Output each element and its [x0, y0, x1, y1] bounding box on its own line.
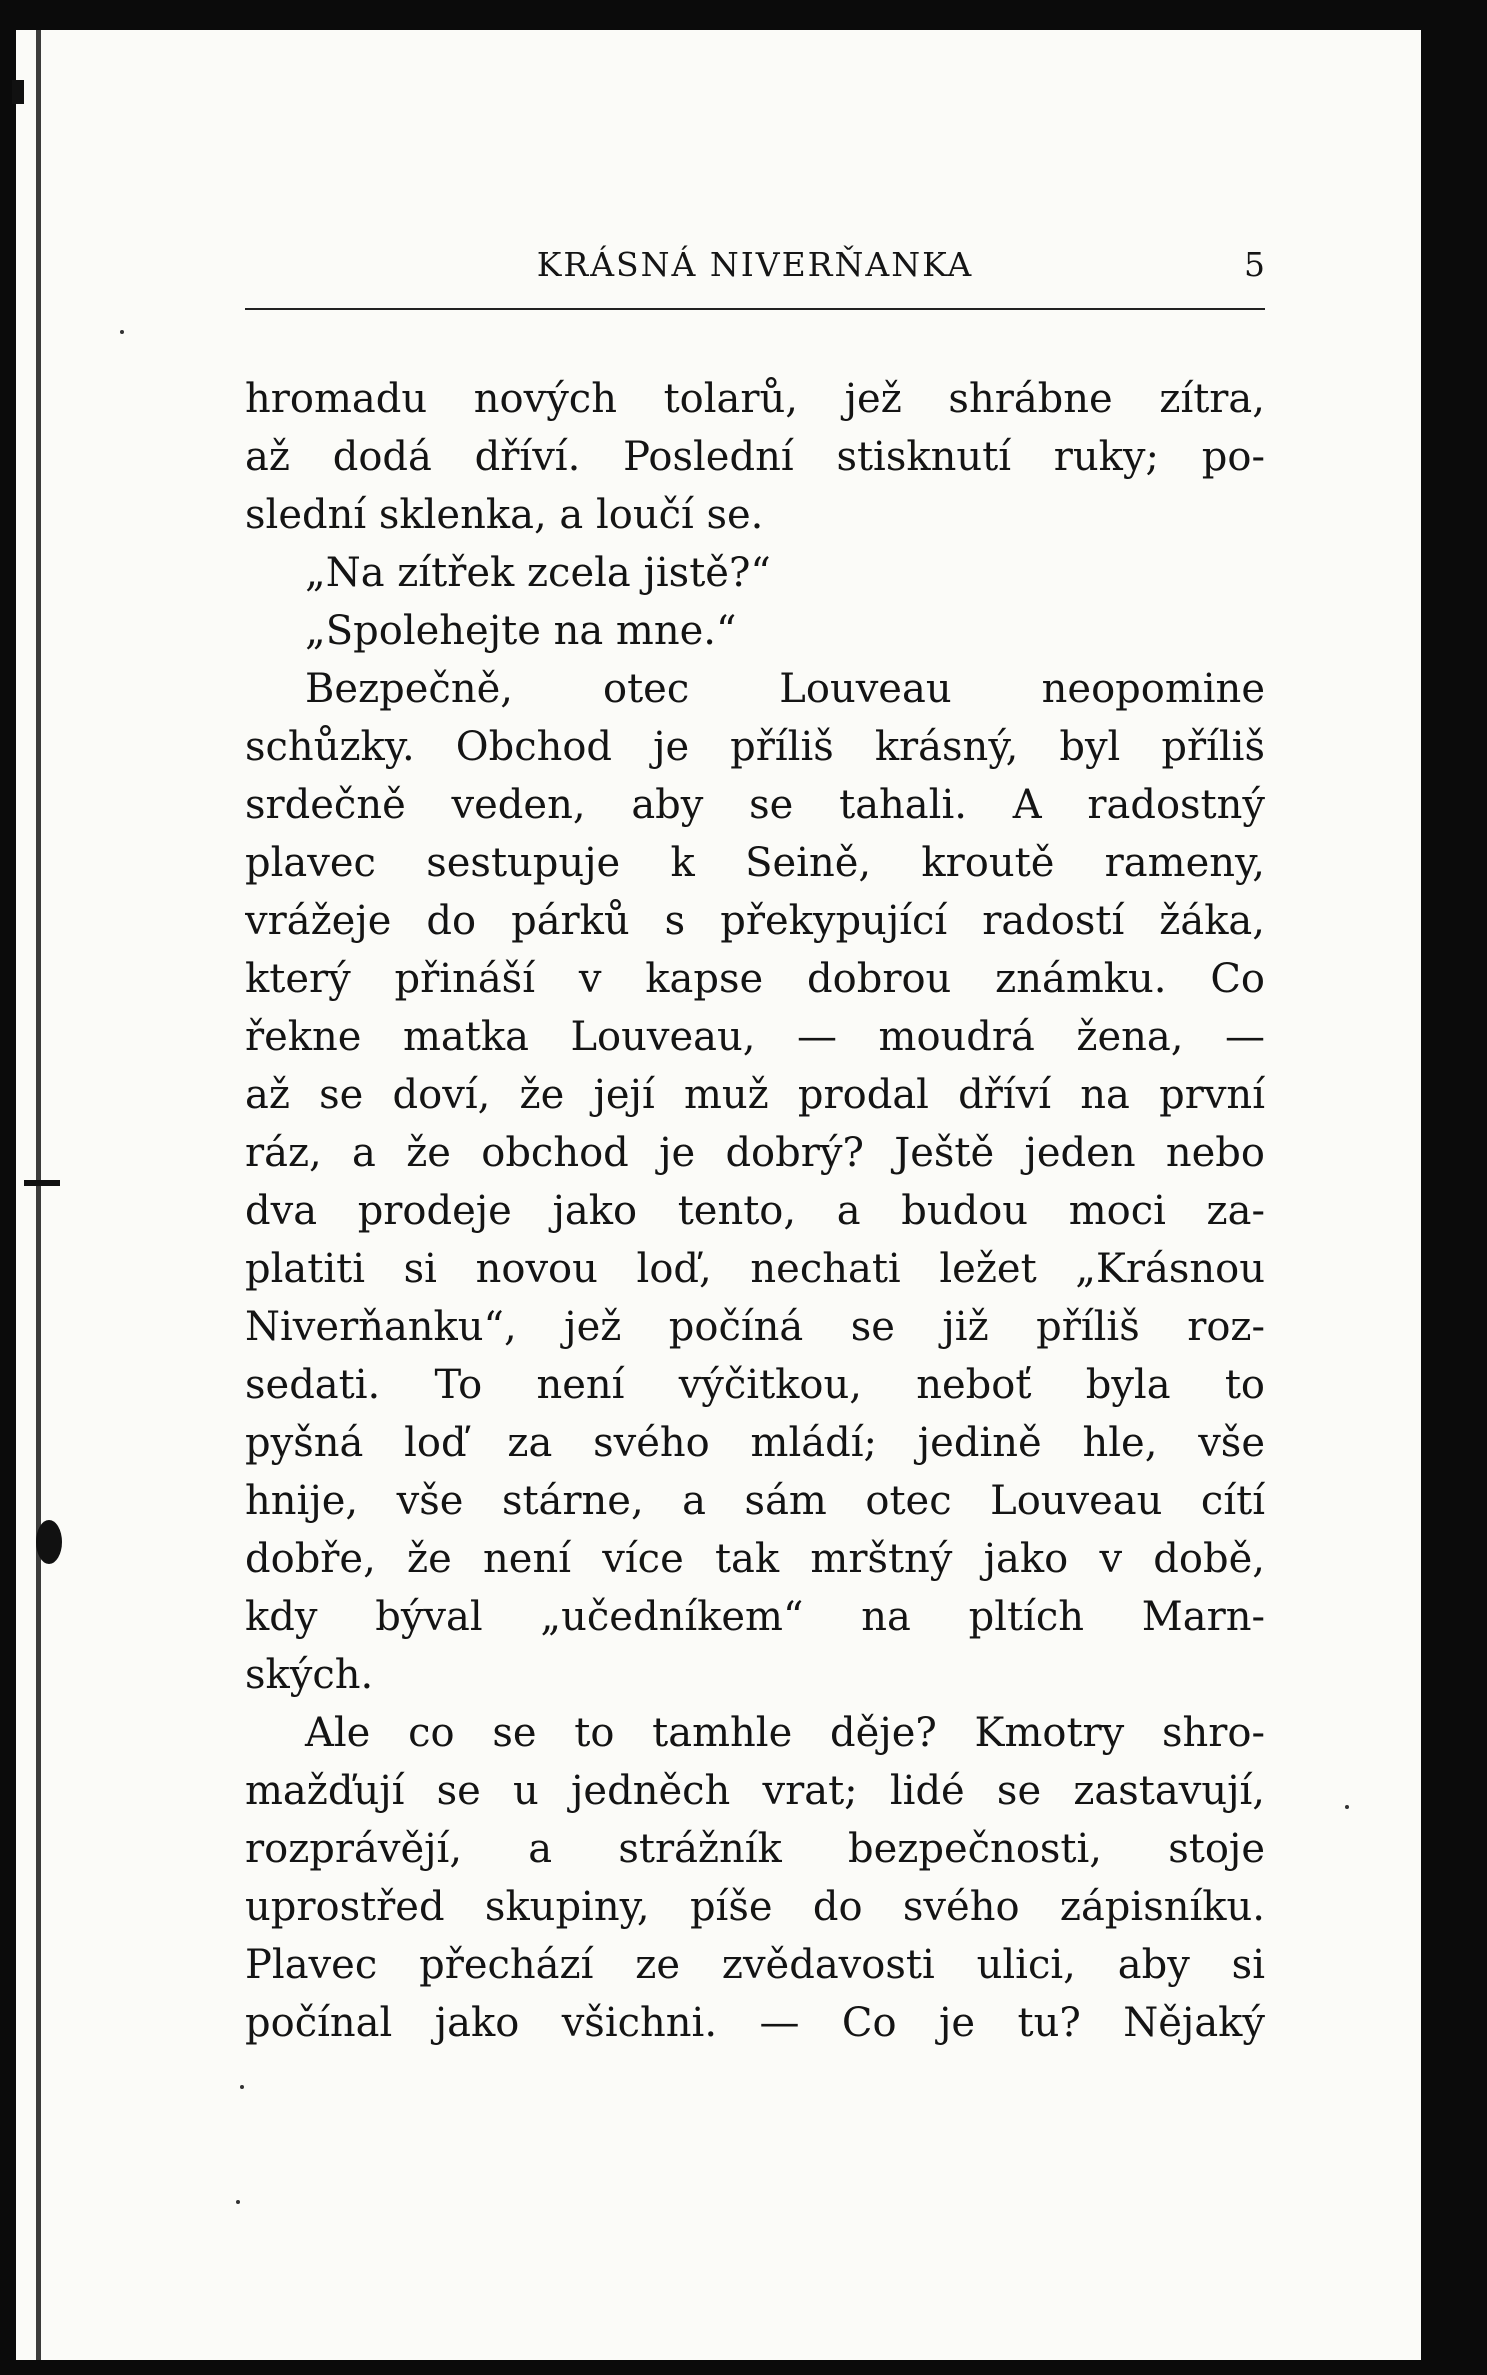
text-line: Bezpečně, otec Louveau neopomine: [305, 666, 1265, 712]
text-line: Plavec přechází ze zvědavosti ulici, aby si: [245, 1942, 1265, 1988]
text-line: dobře, že není více tak mrštný jako v době,: [245, 1536, 1265, 1582]
text-line: mažďují se u jedněch vrat; lidé se zastavují,: [245, 1768, 1265, 1814]
text-line: ských.: [245, 1652, 374, 1698]
text-line: počínal jako všichni. — Co je tu? Nějaký: [245, 2000, 1265, 2046]
text-line: až dodá dříví. Poslední stisknutí ruky; po-: [245, 434, 1265, 480]
text-line: platiti si novou loď, nechati ležet „Krásnou: [245, 1246, 1265, 1292]
text-line: který přináší v kapse dobrou známku. Co: [245, 956, 1265, 1002]
edge-mark-lower: [36, 1520, 62, 1564]
text-line: sedati. To není výčitkou, neboť byla to: [245, 1362, 1265, 1408]
text-line: Niverňanku“, jež počíná se již příliš roz-: [245, 1304, 1265, 1350]
text-line: plavec sestupuje k Seině, kroutě rameny,: [245, 840, 1265, 886]
text-line: hnije, vše stárne, a sám otec Louveau cítí: [245, 1478, 1265, 1524]
header-rule: [245, 308, 1265, 310]
running-head: [245, 243, 1265, 303]
paper-speck: [236, 2200, 240, 2204]
text-line: Ale co se to tamhle děje? Kmotry shro-: [305, 1710, 1265, 1756]
paper-speck: [240, 2085, 244, 2089]
text-line: schůzky. Obchod je příliš krásný, byl příliš: [245, 724, 1265, 770]
text-line: až se doví, že její muž prodal dříví na první: [245, 1072, 1265, 1118]
paper-speck: [120, 330, 124, 334]
edge-mark-middle: [24, 1180, 60, 1186]
text-line: kdy býval „učedníkem“ na pltích Marn-: [245, 1594, 1265, 1640]
text-line: pyšná loď za svého mládí; jedině hle, vše: [245, 1420, 1265, 1466]
body-text: [245, 370, 1265, 2052]
page-number: 5: [1244, 245, 1265, 284]
text-line: dva prodeje jako tento, a budou moci za-: [245, 1188, 1265, 1234]
text-line: vrážeje do párků s překypující radostí žáka,: [245, 898, 1265, 944]
right-scan-border: [1421, 0, 1487, 2375]
text-line: uprostřed skupiny, píše do svého zápisníku.: [245, 1884, 1265, 1930]
binding-edge: [36, 30, 41, 2360]
text-line: ráz, a že obchod je dobrý? Ještě jeden nebo: [245, 1130, 1265, 1176]
text-line: rozprávějí, a strážník bezpečnosti, stoje: [245, 1826, 1265, 1872]
text-line: řekne matka Louveau, — moudrá žena, —: [245, 1014, 1265, 1060]
paper-speck: [1345, 1805, 1349, 1809]
text-line: „Spolehejte na mne.“: [305, 608, 737, 654]
text-line: hromadu nových tolarů, jež shrábne zítra,: [245, 376, 1265, 422]
edge-mark-top: [12, 80, 24, 104]
text-line: „Na zítřek zcela jistě?“: [305, 550, 771, 596]
running-title: KRÁSNÁ NIVERŇANKA: [536, 245, 974, 284]
text-line: slední sklenka, a loučí se.: [245, 492, 764, 538]
text-line: srdečně veden, aby se tahali. A radostný: [245, 782, 1265, 828]
